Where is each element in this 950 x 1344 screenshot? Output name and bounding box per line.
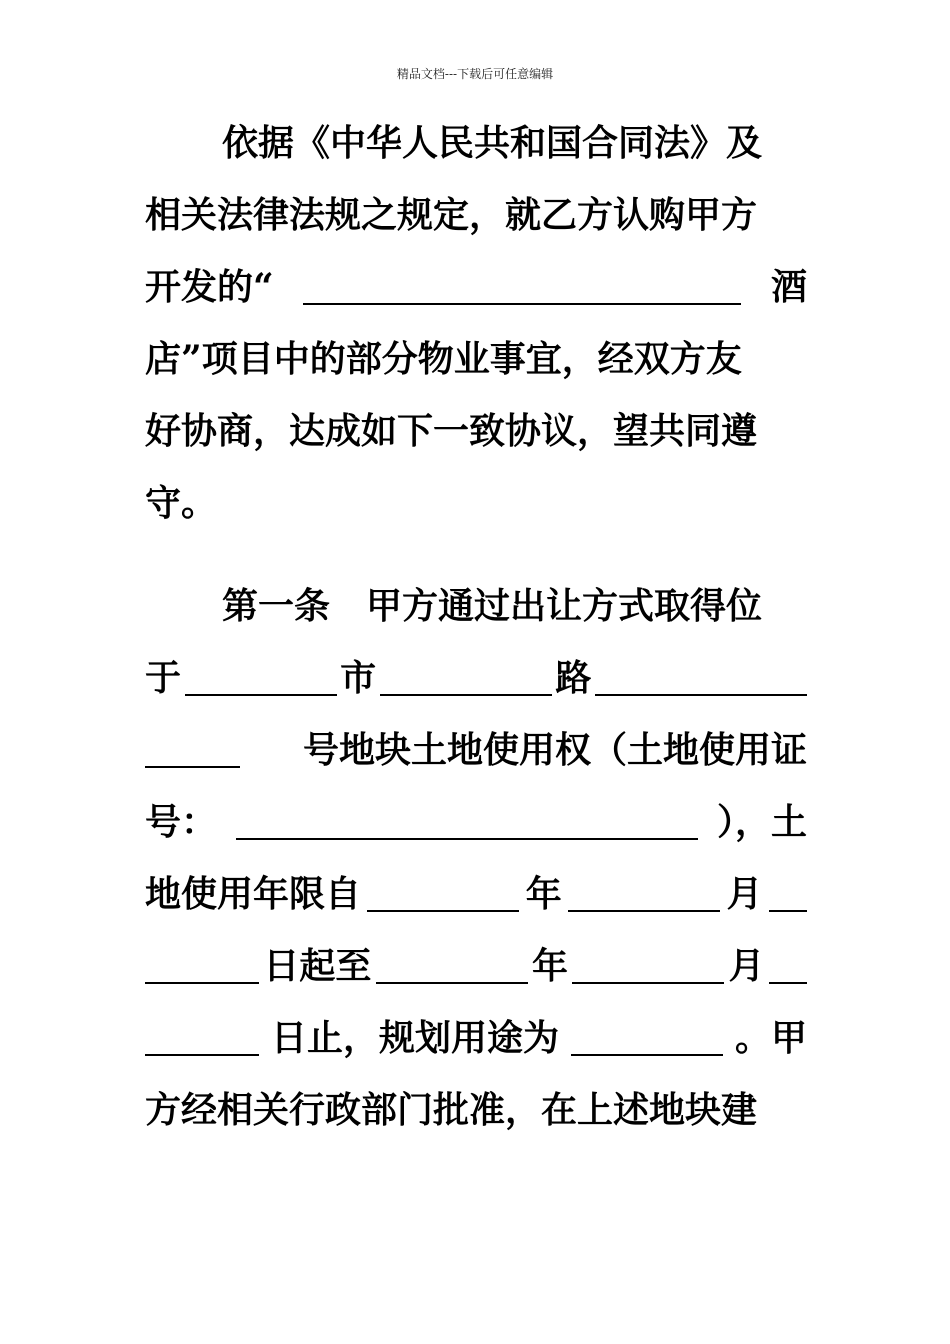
text-fragment: 号：: [145, 801, 218, 843]
fill-in-blank-certificate-no: [236, 790, 698, 840]
text-line: 店”项目中的部分物业事宜，经双方友: [145, 338, 742, 380]
text-line: 好协商，达成如下一致协议，望共同遵: [145, 410, 758, 452]
text-fragment: 。甲: [734, 1017, 807, 1059]
fill-in-blank-start-day-cont: [145, 934, 259, 984]
fill-in-blank-end-day: [769, 934, 807, 984]
fill-in-blank-end-month: [572, 934, 724, 984]
fill-in-blank-road: [380, 646, 552, 696]
fill-in-blank-number-cont: [145, 718, 240, 768]
text-fragment: 号地块土地使用权（土地使用证: [302, 729, 807, 771]
fill-in-blank-start-month: [568, 862, 720, 912]
text-fragment: 日止，规划用途为: [270, 1017, 559, 1059]
page-header: 精品文档---下载后可任意编辑: [396, 67, 554, 81]
text-fragment: 酒: [770, 266, 807, 308]
text-fragment: 月: [728, 945, 765, 987]
text-line: 守。: [145, 482, 218, 524]
fill-in-blank-start-day: [769, 862, 807, 912]
fill-in-blank-number: [595, 646, 807, 696]
text-line: [145, 642, 807, 714]
text-fragment: 年: [525, 873, 562, 915]
text-line: 方经相关行政部门批准，在上述地块建: [145, 1089, 758, 1131]
fill-in-blank-land-use: [571, 1006, 723, 1056]
fill-in-blank-end-year: [376, 934, 528, 984]
fill-in-blank-hotel-name: [303, 255, 741, 305]
text-fragment: 年: [531, 945, 568, 987]
text-line: [145, 930, 807, 1002]
text-line: [145, 1002, 807, 1074]
text-fragment: 地使用年限自: [145, 873, 362, 915]
text-fragment: ），土: [716, 801, 807, 843]
text-fragment: 日起至: [263, 945, 372, 987]
text-fragment: 路: [555, 657, 592, 699]
text-line: 相关法律法规之规定，就乙方认购甲方: [145, 194, 758, 236]
text-line: [145, 858, 807, 930]
fill-in-blank-end-day-cont: [145, 1006, 259, 1056]
fill-in-blank-city: [185, 646, 337, 696]
article-heading-line: 第一条 甲方通过出让方式取得位: [222, 585, 763, 627]
text-line: [145, 714, 807, 786]
text-fragment: 开发的“: [145, 266, 274, 308]
text-fragment: 市: [340, 657, 377, 699]
text-fragment: 月: [726, 873, 763, 915]
text-line: [145, 786, 807, 858]
text-fragment: 于: [145, 657, 182, 699]
text-line: 依据《中华人民共和国合同法》及: [222, 122, 763, 164]
text-line: [145, 251, 807, 323]
fill-in-blank-start-year: [367, 862, 519, 912]
